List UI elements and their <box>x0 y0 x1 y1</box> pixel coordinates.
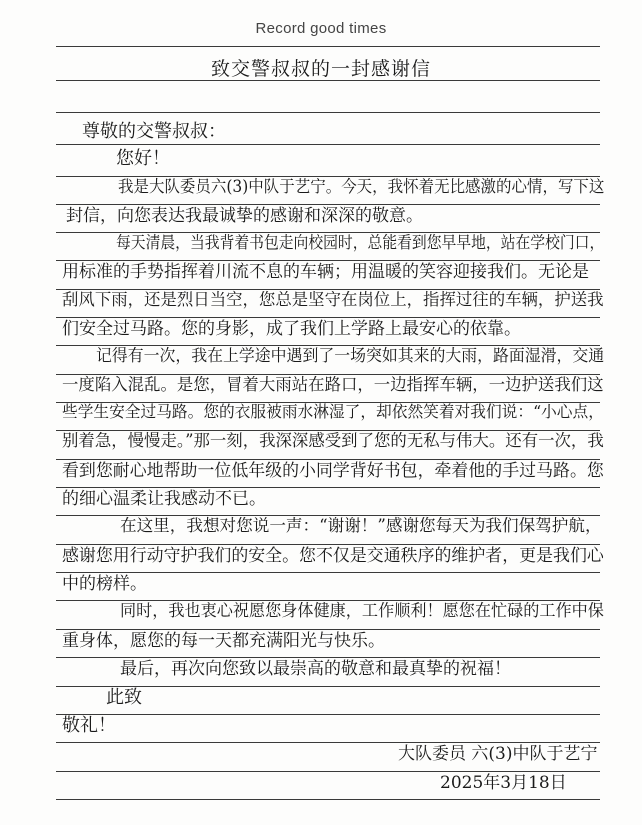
body-line: 们安全过马路。您的身影，成了我们上学路上最安心的依靠。 <box>62 319 521 339</box>
closing-regards: 此致 <box>106 687 142 708</box>
ruled-line <box>56 714 600 715</box>
body-line: 每天清晨，当我背着书包走向校园时，总能看到您早早地，站在学校门口， <box>116 233 605 252</box>
body-line: 的细心温柔让我感动不已。 <box>62 489 266 509</box>
ruled-line <box>56 112 600 113</box>
body-line: 同时，我也衷心祝愿您身体健康，工作顺利！愿您在忙碌的工作中保 <box>120 601 604 620</box>
page-header: Record good times <box>255 20 387 37</box>
body-line: 感谢您用行动守护我们的安全。您不仅是交通秩序的维护者，更是我们心 <box>62 546 604 566</box>
salutation: 尊敬的交警叔叔： <box>82 121 226 142</box>
signature: 大队委员 六(3)中队于艺宁 <box>398 744 598 764</box>
letter-title: 致交警叔叔的一封感谢信 <box>210 58 431 80</box>
body-line: 重身体，愿您的每一天都充满阳光与快乐。 <box>62 631 385 651</box>
closing-salute: 敬礼！ <box>62 715 116 736</box>
body-line: 用标准的手势指挥着川流不息的车辆；用温暖的笑容迎接我们。无论是 <box>62 262 589 282</box>
body-line: 看到您耐心地帮助一位低年级的小同学背好书包，牵着他的手过马路。您 <box>62 461 604 481</box>
letter-date: 2025年3月18日 <box>440 773 567 793</box>
body-line: 最后，再次向您致以最崇高的敬意和最真挚的祝福！ <box>120 659 511 679</box>
body-line: 中的榜样。 <box>62 574 147 594</box>
body-line: 记得有一次，我在上学途中遇到了一场突如其来的大雨，路面湿滑，交通 <box>96 346 605 365</box>
body-line: 我是大队委员六(3)中队于艺宁。今天，我怀着无比感激的心情，写下这 <box>118 177 605 196</box>
ruled-line <box>56 799 600 800</box>
ruled-line <box>56 46 600 47</box>
body-line: 一度陷入混乱。是您，冒着大雨站在路口，一边指挥车辆，一边护送我们这 <box>62 375 604 394</box>
body-line: 封信，向您表达我最诚挚的感谢和深深的敬意。 <box>66 206 423 226</box>
body-line: 在这里，我想对您说一声：“谢谢！”感谢您每天为我们保驾护航， <box>120 516 602 535</box>
greeting-hello: 您好！ <box>116 148 170 169</box>
body-line: 刮风下雨，还是烈日当空，您总是坚守在岗位上，指挥过往的车辆，护送我 <box>62 290 604 309</box>
body-line: 些学生安全过马路。您的衣服被雨水淋湿了，却依然笑着对我们说：“小心点， <box>62 402 604 421</box>
body-line: 别着急，慢慢走。”那一刻，我深深感受到了您的无私与伟大。还有一次，我 <box>62 431 604 450</box>
